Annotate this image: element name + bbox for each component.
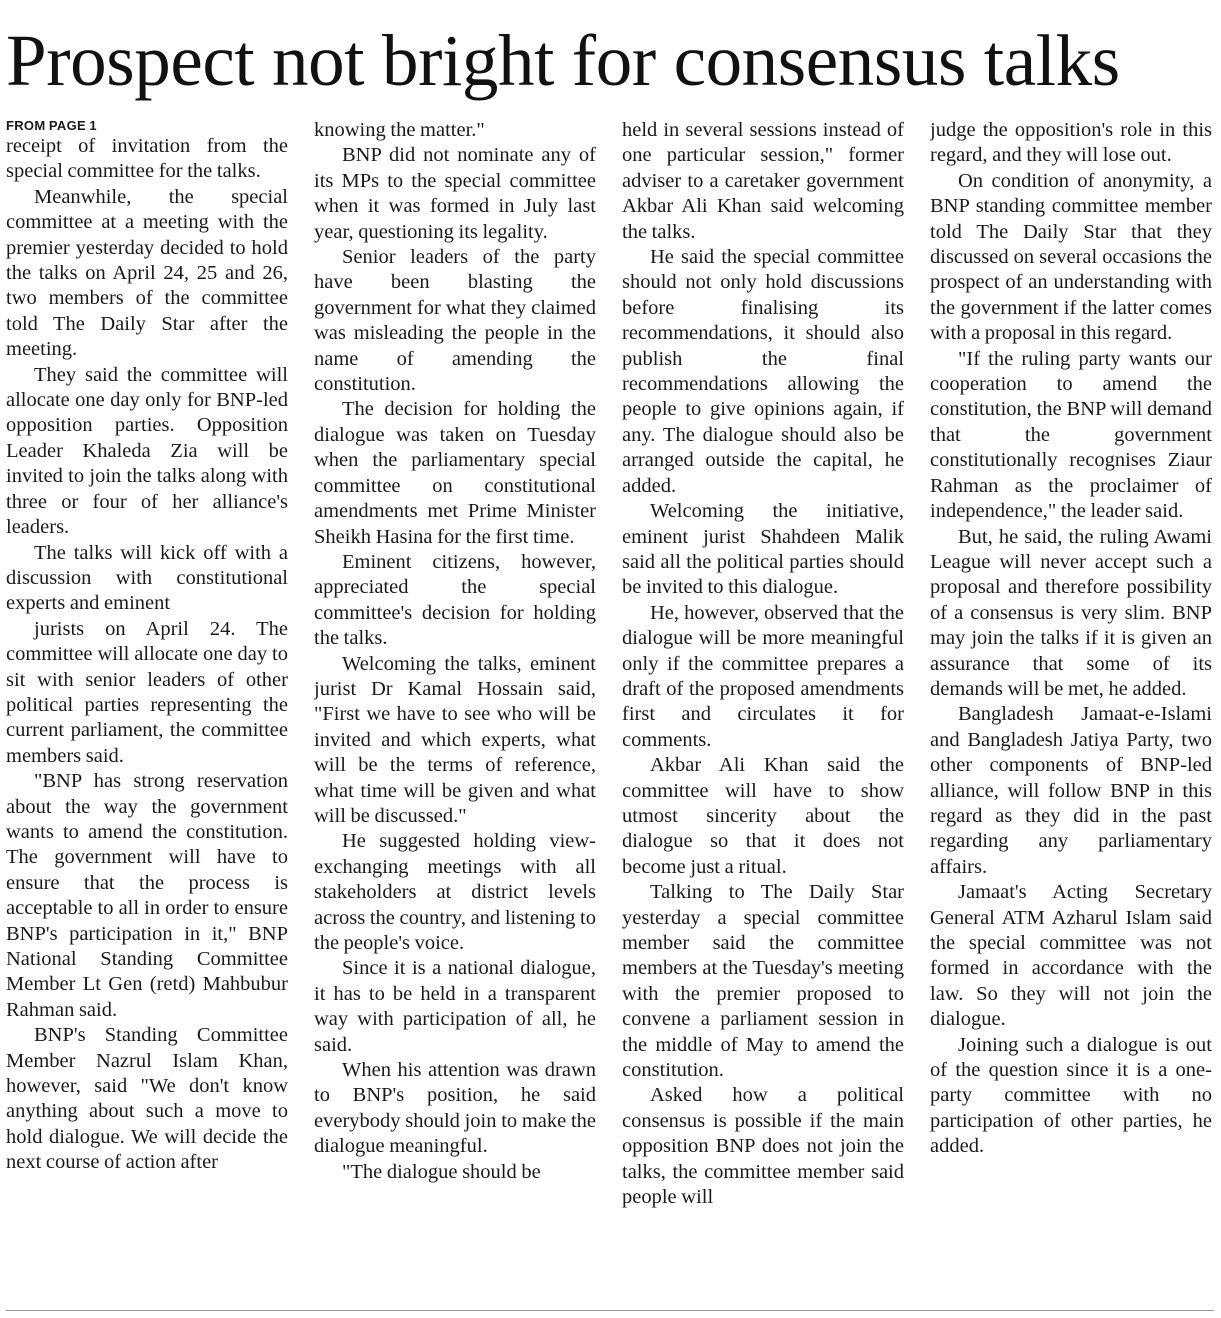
paragraph: held in several sessions instead of one particular session," former adviser to a caretaker government Akbar Ali Khan said welcoming the talks.: [622, 119, 904, 243]
paragraph: He suggested holding view-exchanging meetings with all stakeholders at district levels across the country, and listening to the people's voice.: [314, 830, 596, 954]
paragraph: Meanwhile, the special committee at a meeting with the premier yesterday decided to hold the talks on April 24, 25 and 26, two members of the committee told The Daily Star after the meeting.: [6, 185, 288, 361]
paragraph: Bangladesh Jamaat-e-Islami and Bangladesh Jatiya Party, two other components of BNP-led alliance, will follow BNP in this regard as they did in the past regarding any parliamentary affairs.: [930, 703, 1212, 878]
paragraph: He, however, observed that the dialogue will be more meaningful only if the committee prepares a draft of the proposed amendments first and circulates it for comments.: [622, 601, 904, 751]
paragraph: "If the ruling party wants our cooperation to amend the constitution, the BNP will demand that the government constitutionally recognises Ziaur Rahman as the proclaimer of independence," the leader said.: [930, 347, 1212, 523]
paragraph: Talking to The Daily Star yesterday a special committee member said the committee members at the Tuesday's meeting with the premier proposed to convene a parliament session in the middle of May to amend the constitution.: [622, 881, 904, 1082]
paragraph: "The dialogue should be: [342, 1160, 541, 1183]
paragraph: jurists on April 24. The committee will allocate one day to sit with senior leaders of other political parties representing the current parliament, the committee members said.: [6, 617, 288, 767]
paragraph: receipt of invitation from the special committee for the talks.: [6, 135, 288, 183]
paragraph: Joining such a dialogue is out of the question since it is a one-party committee with no participation of other parties, he added.: [930, 1033, 1212, 1158]
paragraph: But, he said, the ruling Awami League will never accept such a proposal and therefore possibility of a consensus is very slim. BNP may join the talks if it is given an assurance that some of its demands will be met, he added.: [930, 525, 1212, 700]
paragraph: BNP's Standing Committee Member Nazrul Islam Khan, however, said "We don't know anything about such a move to hold dialogue. We will decide the next course of action after: [6, 1024, 288, 1174]
paragraph: judge the opposition's role in this regard, and they will lose out.: [930, 119, 1212, 167]
article-column-1: [6, 118, 288, 1304]
bottom-rule: [6, 1310, 1214, 1311]
paragraph: They said the committee will allocate one day only for BNP-led opposition parties. Opposition Leader Khaleda Zia will be invited to join the talks along with three or four of her alliance's leaders.: [6, 363, 288, 539]
article-column-2: [314, 118, 596, 1304]
article-column-4: [930, 118, 1212, 1304]
paragraph: Senior leaders of the party have been blasting the government for what they claimed was misleading the people in the name of amending the constitution.: [314, 246, 596, 396]
paragraph: When his attention was drawn to BNP's position, he said everybody should join to make the dialogue meaningful.: [314, 1059, 596, 1158]
paragraph: Eminent citizens, however, appreciated the special committee's decision for holding the talks.: [314, 550, 596, 650]
paragraph: Jamaat's Acting Secretary General ATM Azharul Islam said the special committee was not formed in accordance with the law. So they will not join the dialogue.: [930, 881, 1212, 1031]
paragraph: Akbar Ali Khan said the committee will have to show utmost sincerity about the dialogue so that it does not become just a ritual.: [622, 754, 904, 878]
article-body: [6, 118, 1214, 1304]
article-column-3: [622, 118, 904, 1304]
paragraph: The decision for holding the dialogue was taken on Tuesday when the parliamentary special committee on constitutional amendments met Prime Minister Sheikh Hasina for the first time.: [314, 398, 596, 548]
paragraph: "BNP has strong reservation about the way the government wants to amend the constitution. The government will have to ensure that the process is acceptable to all in order to ensure BNP's participation in it," BNP National Standing Committee Member Lt Gen (retd) Mahbubur Rahman said.: [6, 770, 288, 1021]
paragraph: Asked how a political consensus is possible if the main opposition BNP does not join the talks, the committee member said people will: [622, 1084, 904, 1209]
kicker-from-page-1: FROM PAGE 1: [6, 118, 97, 133]
paragraph: He said the special committee should not only hold discussions before finalising its recommendations, it should also publish the final recommendations allowing the people to give opinions again, if any. The dialogue should also be arranged outside the capital, he added.: [622, 246, 904, 497]
paragraph: Welcoming the talks, eminent jurist Dr Kamal Hossain said, "First we have to see who will be invited and which experts, what will be the terms of reference, what time will be given and what will be discussed.": [314, 652, 596, 827]
paragraph: Since it is a national dialogue, it has to be held in a transparent way with participation of all, he said.: [314, 957, 596, 1056]
paragraph: knowing the matter.": [314, 119, 485, 141]
paragraph: Welcoming the initiative, eminent jurist Shahdeen Malik said all the political parties should be invited to this dialogue.: [622, 500, 904, 599]
paragraph: The talks will kick off with a discussion with constitutional experts and eminent: [6, 541, 288, 615]
headline: Prospect not bright for consensus talks: [6, 20, 1120, 101]
paragraph: BNP did not nominate any of its MPs to the special committee when it was formed in July last year, questioning its legality.: [314, 144, 596, 243]
paragraph: On condition of anonymity, a BNP standing committee member told The Daily Star that they discussed on several occasions the prospect of an understanding with the government if the latter comes with a proposal in this regard.: [930, 169, 1212, 345]
